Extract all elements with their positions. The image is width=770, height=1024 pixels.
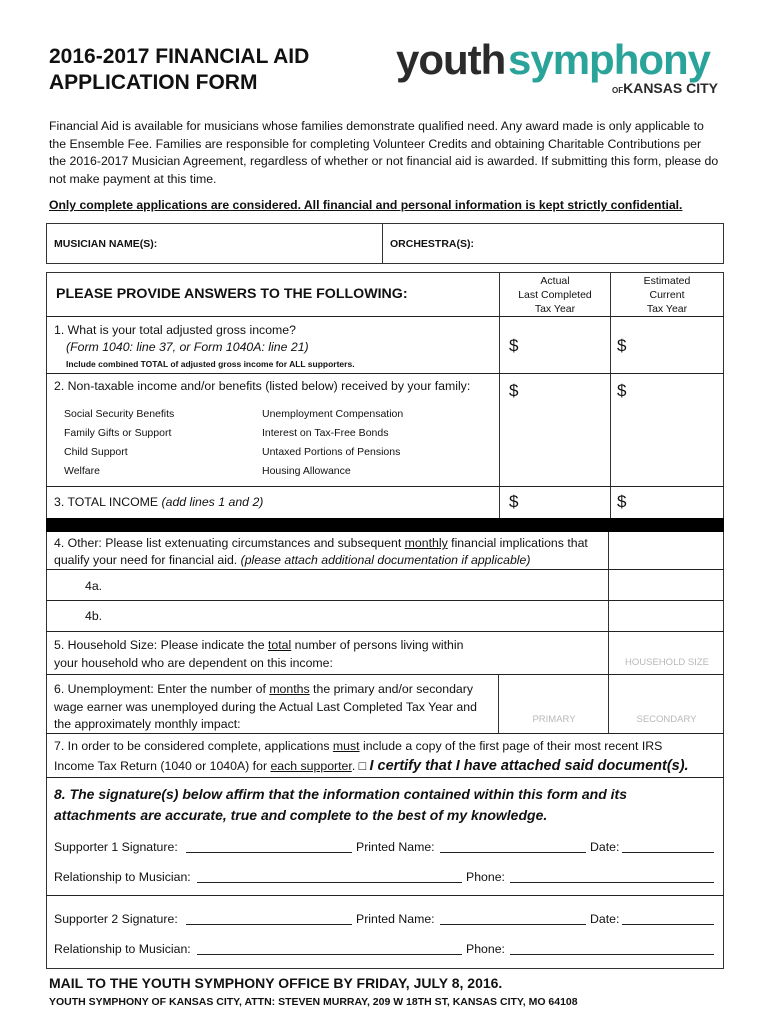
supporter1-relationship-label: Relationship to Musician: xyxy=(54,870,191,884)
logo-city: KANSAS CITY xyxy=(623,80,718,96)
col-estimated-2: Current xyxy=(649,289,685,301)
q4-line1 xyxy=(54,534,588,552)
q7-line2a: Income Tax Return (1040 or 1040A) for xyxy=(54,759,271,773)
q5-line1a: 5. Household Size: Please indicate the xyxy=(54,638,268,652)
q4b-amount-input[interactable] xyxy=(612,604,720,628)
q3-text xyxy=(54,493,263,511)
q2-actual-dollar: $ xyxy=(509,381,519,400)
q4a-label: 4a. xyxy=(85,579,103,593)
q6-line1a: 6. Unemployment: Enter the number of xyxy=(54,682,270,696)
supporter1-signature-field[interactable] xyxy=(186,852,352,853)
q1-estimated-input[interactable] xyxy=(632,330,718,360)
logo-kansas-city xyxy=(612,80,718,96)
q5-line1 xyxy=(54,636,463,654)
mailing-address: YOUTH SYMPHONY OF KANSAS CITY, ATTN: STEVEN MURRAY, 209 W 18TH ST, KANSAS CITY, MO 64108 xyxy=(49,996,578,1008)
q3-estimated-dollar: $ xyxy=(617,492,627,511)
supporter1-printed-field[interactable] xyxy=(440,852,586,853)
q4a-input[interactable] xyxy=(110,573,604,597)
row-divider xyxy=(46,777,724,778)
q2-text: 2. Non-taxable income and/or benefits (listed below) received by your family: xyxy=(54,379,471,393)
q4a-amount-input[interactable] xyxy=(612,573,720,597)
q2-estimated-dollar: $ xyxy=(617,381,627,400)
secondary-input[interactable] xyxy=(612,678,720,714)
supporter1-printed-label: Printed Name: xyxy=(356,840,435,854)
primary-placeholder: PRIMARY xyxy=(532,714,576,725)
supporter1-relationship-field[interactable] xyxy=(197,882,462,883)
q3-italic: (add lines 1 and 2) xyxy=(161,495,264,509)
supporter2-relationship-field[interactable] xyxy=(197,954,462,955)
col-actual-2: Last Completed xyxy=(518,289,592,301)
q7-line2 xyxy=(54,757,689,775)
q4-line1a: 4. Other: Please list extenuating circumstances and subsequent xyxy=(54,536,405,550)
section-separator-bar xyxy=(46,518,724,532)
supporter2-date-field[interactable] xyxy=(622,924,714,925)
q5-line2: your household who are dependent on this income: xyxy=(54,656,333,670)
q6-line2: wage earner was unemployed during the Actual Last Completed Tax Year and xyxy=(54,700,477,714)
q5-line1u: total xyxy=(267,638,292,652)
secondary-placeholder: SECONDARY xyxy=(636,714,697,725)
row-divider xyxy=(46,373,724,374)
benefit-item: Interest on Tax-Free Bonds xyxy=(262,427,389,439)
confidentiality-notice: Only complete applications are considered. All financial and personal information is kept strictly confidential. xyxy=(49,198,683,212)
q7-certify-text: I certify that I have attached said document(s). xyxy=(369,758,689,774)
logo-word-symphony: symphony xyxy=(508,36,711,83)
q1-actual-input[interactable] xyxy=(524,330,604,360)
col-header-estimated xyxy=(611,274,723,316)
supporter2-signature-label: Supporter 2 Signature: xyxy=(54,912,178,926)
row-divider xyxy=(46,674,724,675)
q2-actual-input[interactable] xyxy=(524,376,604,406)
supporter2-phone-label: Phone: xyxy=(466,942,505,956)
mail-instruction: MAIL TO THE YOUTH SYMPHONY OFFICE BY FRIDAY, JULY 8, 2016. xyxy=(49,975,503,991)
q4-line2 xyxy=(54,551,530,569)
q7-line1a: 7. In order to be considered complete, applications xyxy=(54,739,333,753)
orchestra-field[interactable] xyxy=(496,228,718,258)
q2-estimated-input[interactable] xyxy=(632,376,718,406)
primary-input[interactable] xyxy=(502,678,604,714)
q1-note: Include combined TOTAL of adjusted gross income for ALL supporters. xyxy=(66,359,355,369)
col-estimated-3: Tax Year xyxy=(646,303,688,315)
q7-line1u: must xyxy=(332,739,360,753)
q3-estimated-input[interactable] xyxy=(632,489,718,515)
orchestra-label: ORCHESTRA(S): xyxy=(390,238,474,250)
q4-line1u: monthly xyxy=(404,536,448,550)
benefit-item: Housing Allowance xyxy=(262,465,351,477)
benefit-item: Welfare xyxy=(64,465,100,477)
logo-of: OF xyxy=(611,86,624,95)
musician-name-field[interactable] xyxy=(200,228,376,258)
musician-orchestra-divider xyxy=(382,223,383,264)
benefit-item: Untaxed Portions of Pensions xyxy=(262,446,401,458)
musician-name-label: MUSICIAN NAME(S): xyxy=(54,238,158,250)
row-divider xyxy=(46,316,724,317)
q5-line1b: number of persons living within xyxy=(291,638,464,652)
q6-line1 xyxy=(54,680,473,698)
q1-estimated-dollar: $ xyxy=(617,336,627,355)
household-size-placeholder: HOUSEHOLD SIZE xyxy=(625,657,709,668)
supporter2-signature-field[interactable] xyxy=(186,924,352,925)
supporter1-date-label: Date: xyxy=(590,840,620,854)
supporter1-date-field[interactable] xyxy=(622,852,714,853)
q4-line2i: (please attach additional documentation if applicable) xyxy=(240,553,531,567)
row-divider xyxy=(46,600,724,601)
supporter2-printed-label: Printed Name: xyxy=(356,912,435,926)
supporter2-date-label: Date: xyxy=(590,912,620,926)
benefit-item: Social Security Benefits xyxy=(64,408,175,420)
q6-line1b: the primary and/or secondary xyxy=(309,682,473,696)
q6-line1u: months xyxy=(269,682,310,696)
q1-actual-dollar: $ xyxy=(509,336,519,355)
col-estimated-1: Estimated xyxy=(643,275,691,287)
q8-statement xyxy=(54,784,627,826)
form-title xyxy=(49,44,309,96)
supporter1-phone-label: Phone: xyxy=(466,870,505,884)
q8-line2: attachments are accurate, true and complete to the best of my knowledge. xyxy=(54,807,548,823)
benefit-item: Unemployment Compensation xyxy=(262,408,404,420)
q3-actual-dollar: $ xyxy=(509,492,519,511)
row-divider xyxy=(46,895,724,896)
supporter2-relationship-label: Relationship to Musician: xyxy=(54,942,191,956)
q3-actual-input[interactable] xyxy=(524,489,604,515)
section-heading: PLEASE PROVIDE ANSWERS TO THE FOLLOWING: xyxy=(56,286,408,302)
q1-text: 1. What is your total adjusted gross income? xyxy=(54,323,296,337)
q6-line3: the approximately monthly impact: xyxy=(54,717,241,731)
q4b-label: 4b. xyxy=(85,609,103,623)
logo-word-youth: youth xyxy=(396,36,506,83)
supporter1-signature-label: Supporter 1 Signature: xyxy=(54,840,178,854)
q7-line2b[interactable]: . □ xyxy=(351,759,370,773)
q8-line1: 8. The signature(s) below affirm that the information contained within this form and its xyxy=(54,786,628,802)
row-divider xyxy=(46,569,724,570)
q4-line2a: qualify your need for financial aid. xyxy=(54,553,241,567)
form-title-line1: 2016-2017 FINANCIAL AID xyxy=(49,45,310,68)
intro-paragraph: Financial Aid is available for musicians whose families demonstrate qualified need. Any award made is only applicable to the Ensemble Fee. Families are responsible for completing Volunteer Credits and obtaining Charitable Contributions per the 2016-2017 Musician Agreement, regardless of whether or not financial aid is awarded. If submitting this form, please do not make payment at this time. xyxy=(49,119,719,186)
supporter2-printed-field[interactable] xyxy=(440,924,586,925)
q7-line2u: each supporter xyxy=(270,759,352,773)
q3-prefix: 3. TOTAL INCOME xyxy=(54,495,162,509)
form-title-line2: APPLICATION FORM xyxy=(49,71,258,94)
row-divider xyxy=(46,486,724,487)
benefit-item: Family Gifts or Support xyxy=(64,427,172,439)
q4-line1b: financial implications that xyxy=(447,536,588,550)
supporter1-phone-field[interactable] xyxy=(510,882,714,883)
row-divider xyxy=(46,631,724,632)
col-actual-1: Actual xyxy=(540,275,570,287)
benefit-item: Child Support xyxy=(64,446,128,458)
col-header-actual xyxy=(500,274,610,316)
youth-symphony-logo xyxy=(396,36,722,108)
q1-form: (Form 1040: line 37, or Form 1040A: line 21) xyxy=(66,340,309,354)
q4b-input[interactable] xyxy=(110,604,604,628)
supporter2-phone-field[interactable] xyxy=(510,954,714,955)
col-divider-3 xyxy=(608,532,609,674)
q7-line1 xyxy=(54,737,662,755)
q7-line1b: include a copy of the first page of their most recent IRS xyxy=(359,739,663,753)
col-actual-3: Tax Year xyxy=(534,303,576,315)
row-divider xyxy=(46,733,724,734)
